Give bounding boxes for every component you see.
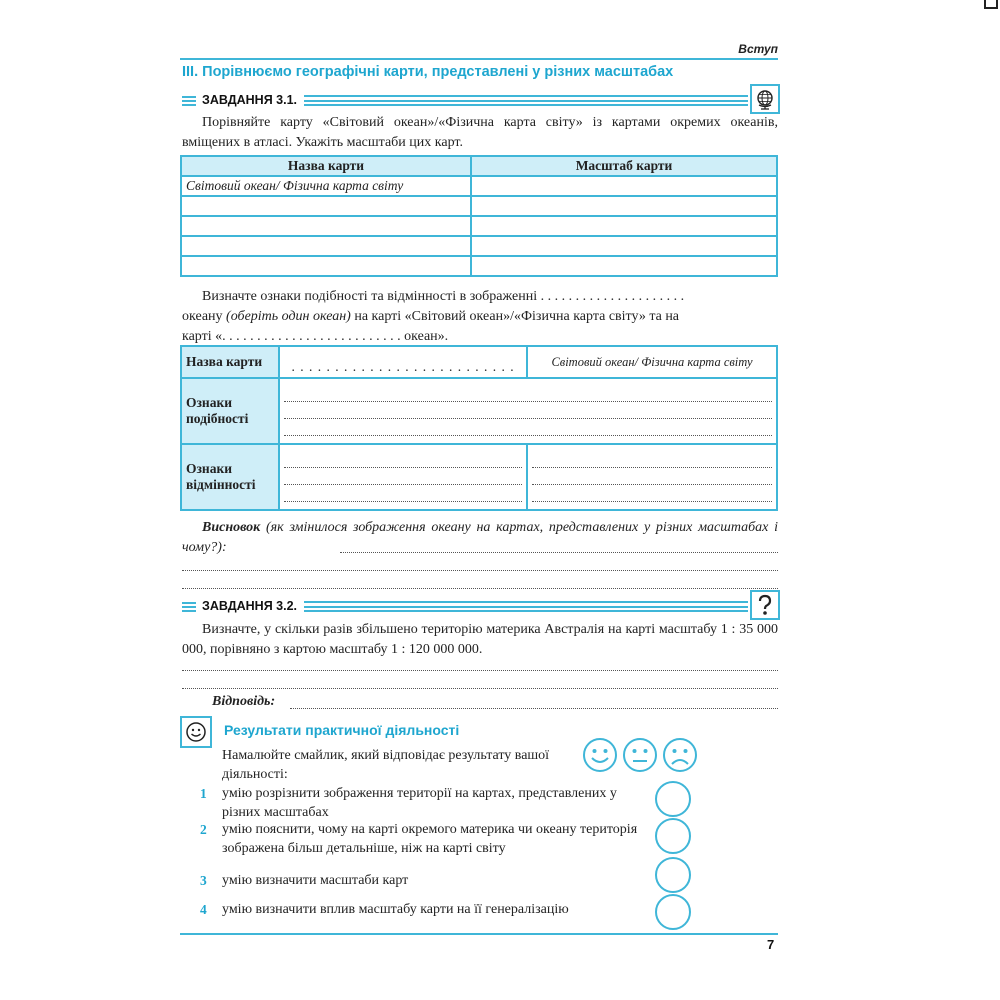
header-map-scale: Масштаб карти (471, 156, 777, 176)
results-title: Результати практичної діяльності (224, 722, 460, 738)
answer-line (284, 485, 522, 502)
task-3-2-text: Визначте, у скільки разів збільшено територію материка Австралія на карті масштабу 1 : 35 000 000, порівняно з картою масштабу 1 : 120 000 000. (182, 622, 778, 657)
task-3-2-bar (182, 594, 780, 622)
header-rule (180, 58, 778, 60)
compare-line-3: карті «. . . . . . . . . . . . . . . . . . . . . . . . . . океан». (182, 329, 449, 344)
world-map-name: Світовий океан/ Фізична карта світу (527, 346, 777, 378)
similarity-answer[interactable] (279, 378, 777, 444)
answer-line[interactable] (182, 588, 778, 589)
compare-instructions (182, 287, 778, 347)
smiley-answer-circle[interactable] (655, 894, 691, 930)
answer-line (284, 402, 772, 419)
item-number: 4 (200, 902, 207, 917)
task-3-1-intro: Порівняйте карту «Світовий океан»/«Фізична карта світу» із картами окремих океанів, вміщених в атласі. Укажіть масштаби цих карт. (182, 115, 778, 150)
ocean-map-dots: . . . . . . . . . . . . . . . . . . . . . . . . . . (291, 359, 515, 374)
results-intro: Намалюйте смайлик, який відповідає результату вашої діяльності: (222, 748, 550, 782)
section-title: III. Порівнюємо географічні карти, представлені у різних масштабах (182, 64, 674, 80)
answer-line[interactable] (340, 552, 778, 553)
answer-line[interactable] (290, 708, 778, 709)
answer-line[interactable] (182, 688, 778, 689)
difference-label: Ознаки відмінності (181, 444, 279, 510)
compare-text: океану (182, 309, 227, 324)
bar-stripes (182, 96, 196, 106)
table-row (181, 216, 777, 236)
smiley-icon (180, 716, 212, 748)
answer-line (532, 468, 772, 485)
map-name-cell[interactable] (181, 256, 471, 276)
footer-rule (180, 933, 778, 935)
result-item-2: умію пояснити, чому на карті окремого материка чи океану територія зображена більш детальніше, ніж на карті світу (222, 822, 638, 856)
smiley-answer-circle[interactable] (655, 781, 691, 817)
scale-cell[interactable] (471, 196, 777, 216)
compare-line-1: Визначте ознаки подібності та відмінності в зображенні . . . . . . . . . . . . . . . . . . . . . (202, 289, 685, 304)
smiley-answer-circle[interactable] (655, 857, 691, 893)
comparison-name-header: Назва карти (181, 346, 279, 378)
ocean-map-name-cell[interactable] (279, 346, 527, 378)
compare-text: на карті «Світовий океан»/«Фізична карта світу» та на (350, 309, 680, 324)
map-name-cell[interactable] (181, 236, 471, 256)
smiley-answer-circle[interactable] (655, 818, 691, 854)
answer-line (284, 468, 522, 485)
answer-line (532, 451, 772, 468)
header-map-name: Назва карти (181, 156, 471, 176)
question-icon (750, 590, 780, 620)
compare-choice: (оберіть один океан) (226, 309, 351, 324)
neutral-face-icon (622, 737, 658, 773)
item-number: 2 (200, 822, 207, 837)
answer-line (284, 385, 772, 402)
result-item-3: умію визначити масштаби карт (222, 873, 409, 888)
item-number: 3 (200, 873, 207, 888)
answer-line (284, 419, 772, 436)
task-3-2-label: ЗАВДАННЯ 3.2. (202, 599, 298, 613)
result-item-4: умію визначити вплив масштабу карти на її генералізацію (222, 902, 569, 917)
difference-row (181, 444, 777, 510)
happy-face-icon (582, 737, 618, 773)
scale-cell[interactable] (471, 256, 777, 276)
item-number: 1 (200, 786, 207, 801)
result-item-1: умію розрізнити зображення території на картах, представлених у різних масштабах (222, 786, 617, 820)
scale-cell[interactable] (471, 236, 777, 256)
difference-answer-ocean[interactable] (279, 444, 527, 510)
corner-mark (984, 0, 998, 9)
table-row (181, 236, 777, 256)
page-number: 7 (767, 937, 775, 952)
sad-face-icon (662, 737, 698, 773)
table-row (181, 196, 777, 216)
table-header-row (181, 156, 777, 176)
comparison-header-row (181, 346, 777, 378)
map-name-cell[interactable] (181, 216, 471, 236)
answer-label: Відповідь: (212, 694, 276, 709)
table-row (181, 176, 777, 196)
globe-icon (750, 84, 780, 114)
bar-line (304, 601, 748, 612)
first-map-name: Світовий океан/ Фізична карта світу (181, 176, 471, 196)
answer-line (284, 451, 522, 468)
task-3-1-bar (182, 88, 780, 116)
difference-answer-world[interactable] (527, 444, 777, 510)
scale-cell[interactable] (471, 176, 777, 196)
task-3-1-label: ЗАВДАННЯ 3.1. (202, 93, 298, 107)
answer-line[interactable] (182, 670, 778, 671)
running-header: Вступ (738, 42, 778, 56)
compare-line-2 (182, 307, 778, 327)
scale-cell[interactable] (471, 216, 777, 236)
conclusion-text: (як змінилося зображення океану на картах, представлених у різних масштабах і чому?): (182, 520, 778, 555)
bar-stripes (182, 602, 196, 612)
comparison-table (180, 345, 778, 511)
table-row (181, 256, 777, 276)
map-name-cell[interactable] (181, 196, 471, 216)
scale-table (180, 155, 778, 277)
answer-line (532, 485, 772, 502)
bar-line (304, 95, 748, 106)
similarity-row (181, 378, 777, 444)
similarity-label: Ознаки подібності (181, 378, 279, 444)
conclusion-label: Висновок (202, 520, 261, 535)
answer-line[interactable] (182, 570, 778, 571)
